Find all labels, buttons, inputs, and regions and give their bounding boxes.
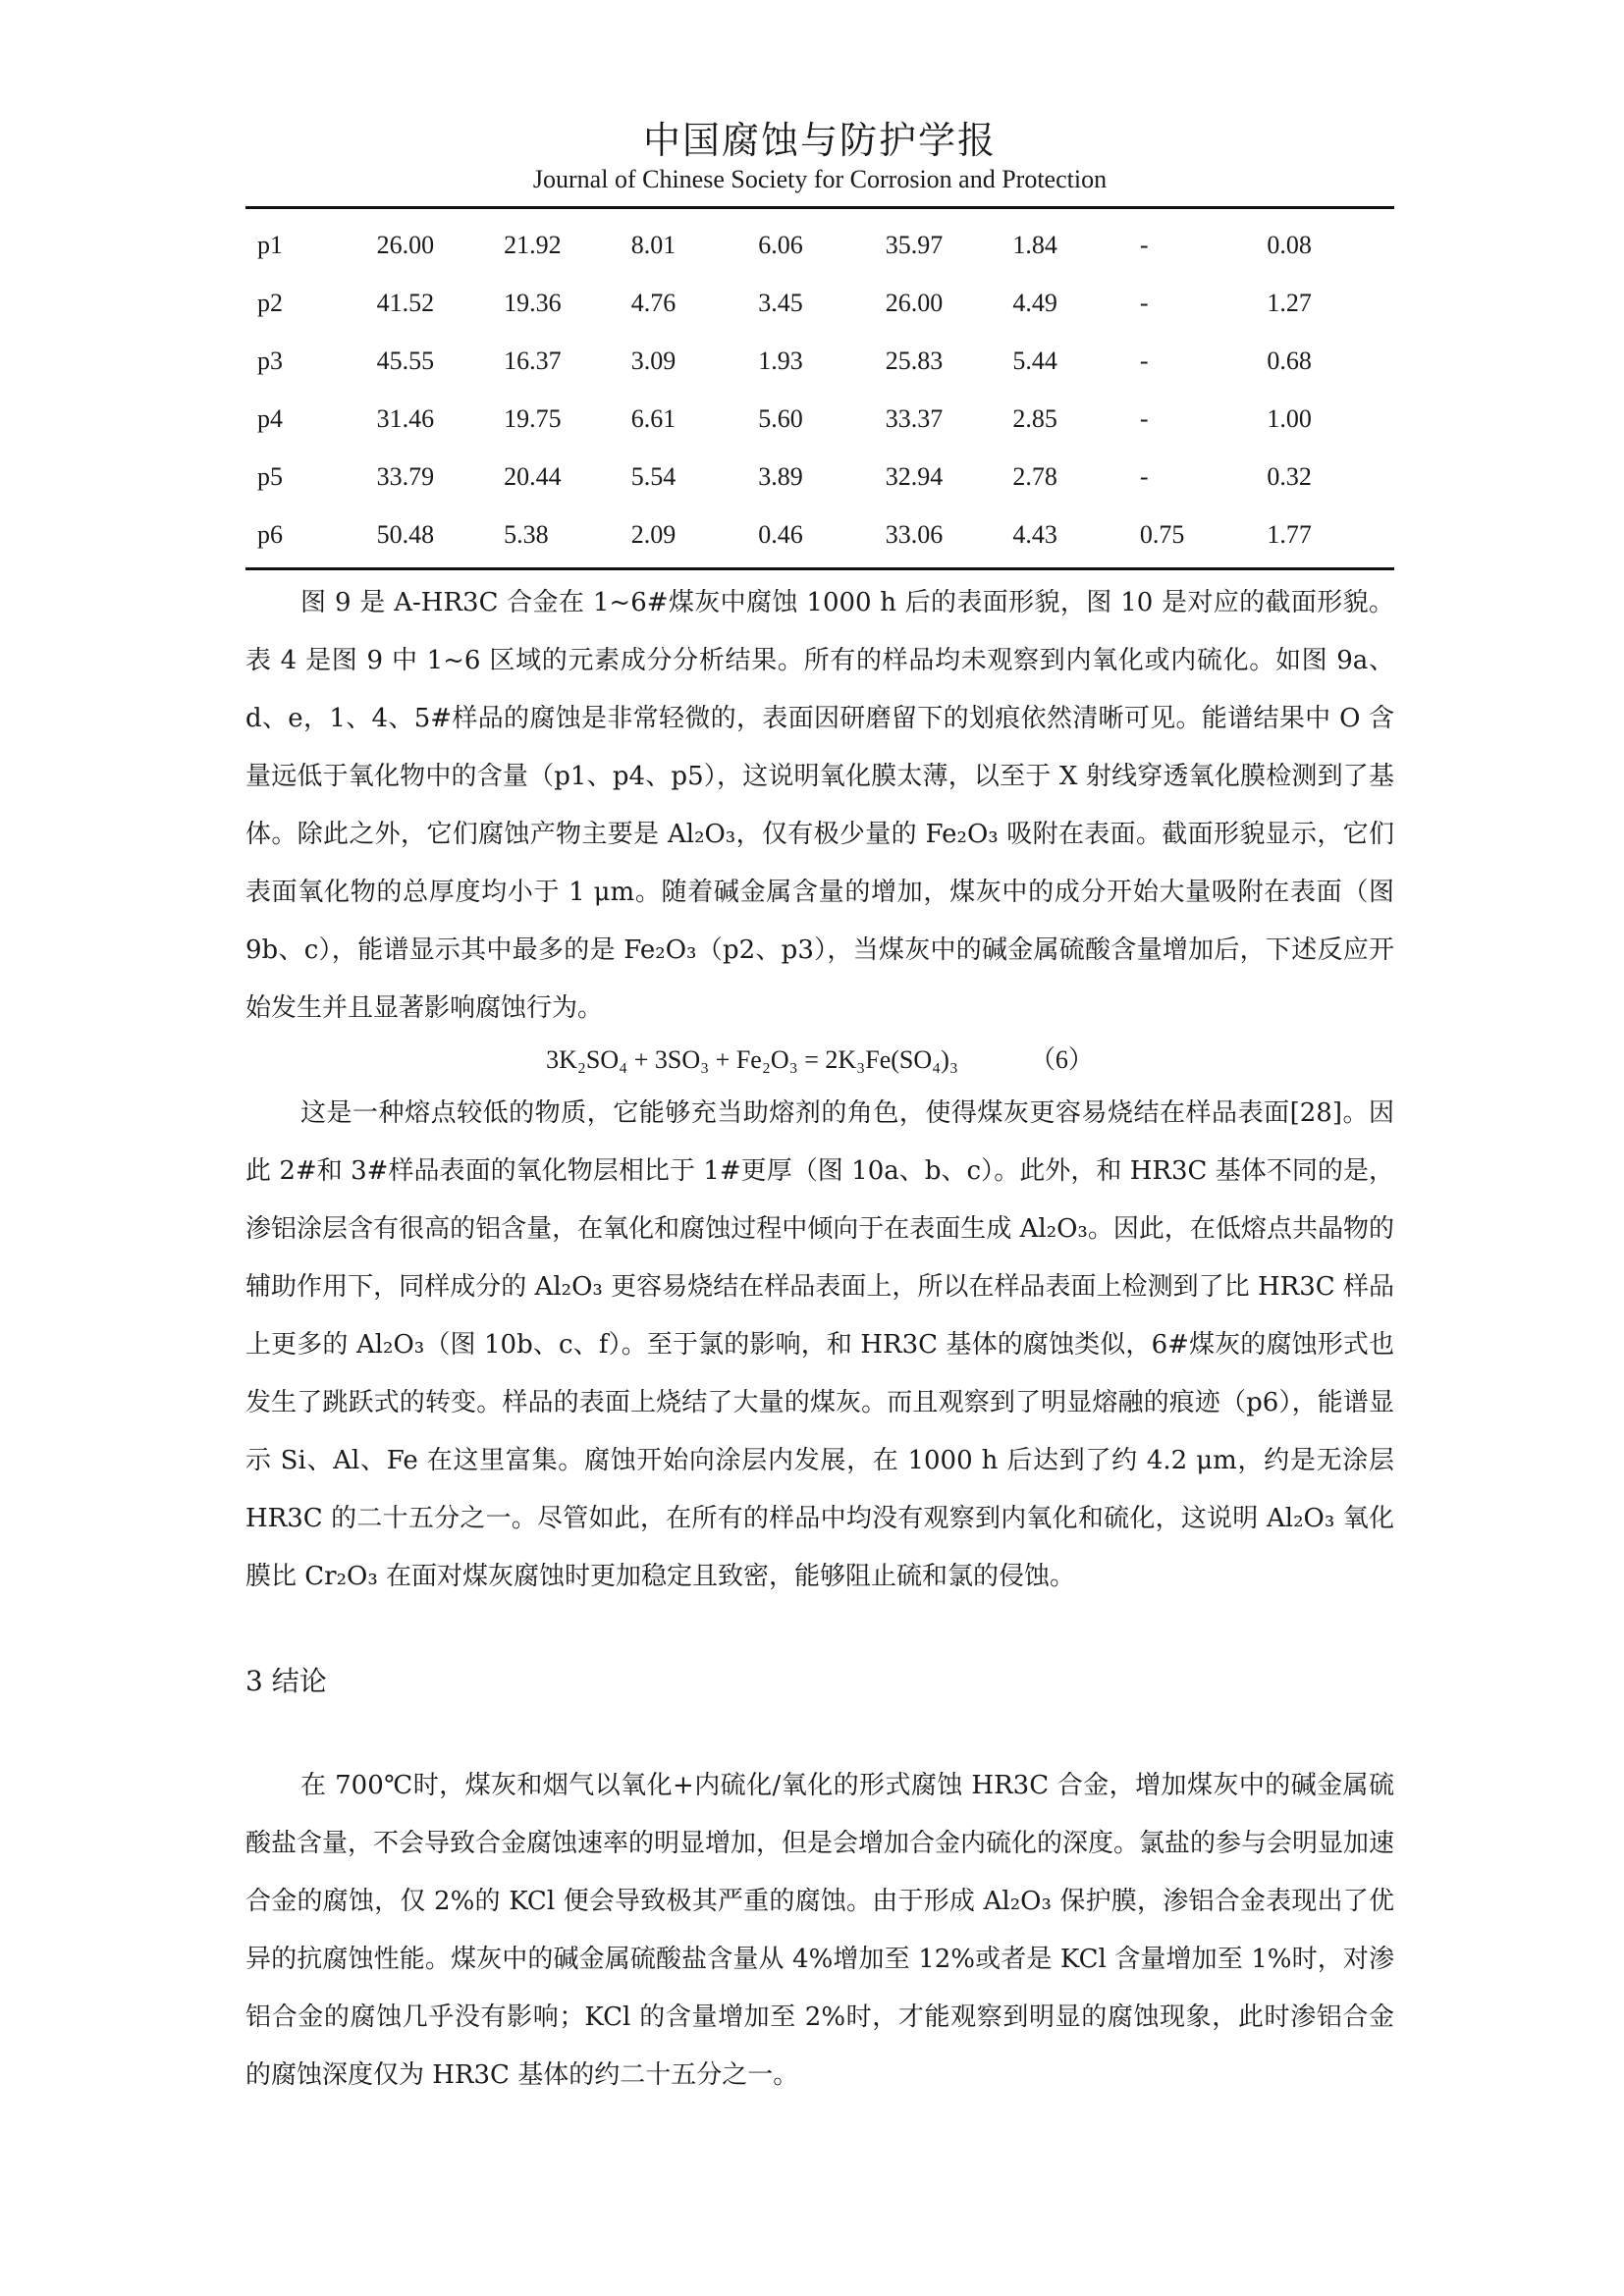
table-cell: - [1139, 346, 1149, 375]
table-cell: 1.93 [758, 346, 803, 375]
table-cell: 1.77 [1267, 519, 1312, 549]
table-cell: 21.92 [504, 230, 562, 259]
table-row [245, 390, 1394, 448]
table-cell: 33.79 [376, 461, 435, 491]
journal-title-en: Journal of Chinese Society for Corrosion and Protection [532, 165, 1108, 193]
table-row [245, 506, 1394, 563]
table-cell: 1.84 [1012, 230, 1057, 259]
table-cell: 31.46 [376, 403, 435, 433]
table-cell: 0.68 [1267, 346, 1312, 375]
table-cell: 45.55 [376, 346, 435, 375]
table-cell: 32.94 [885, 461, 944, 491]
table-cell: 0.32 [1267, 461, 1312, 491]
table-cell: 41.52 [376, 288, 435, 317]
table-cell: 2.09 [630, 519, 677, 549]
table-cell: - [1139, 288, 1149, 317]
table-cell: 25.83 [885, 346, 944, 375]
table-cell: 5.38 [504, 519, 549, 549]
journal-header [245, 116, 1394, 194]
row-label: p2 [257, 288, 283, 317]
table-cell: 1.00 [1267, 403, 1312, 433]
table-cell: 2.85 [1012, 403, 1057, 433]
table-cell: 5.54 [630, 461, 677, 491]
table-cell: 0.75 [1139, 519, 1185, 549]
table-cell: - [1139, 461, 1149, 491]
table-cell: 33.06 [885, 519, 944, 549]
table-cell: 5.44 [1012, 346, 1057, 375]
table-row [245, 332, 1394, 390]
table-cell: - [1139, 403, 1149, 433]
body-paragraph: 这是一种熔点较低的物质，它能够充当助熔剂的角色，使得煤灰更容易烧结在样品表面[28]。因此 2#和 3#样品表面的氧化物层相比于 1#更厚（图 10a、b、c）。此外，和 HR3C 基体不同的是，渗铝涂层含有很高的铝含量，在氧化和腐蚀过程中倾向于在表面生成 Al₂O₃。因此，在低熔点共晶物的辅助作用下，同样成分的 Al₂O₃ 更容易烧结在样品表面上，所以在样品表面上检测到了比 HR3C 样品上更多的 Al₂O₃（图 10b、c、f）。至于氯的影响，和 HR3C 基体的腐蚀类似，6#煤灰的腐蚀形式也发生了跳跃式的转变。样品的表面上烧结了大量的煤灰。而且观察到了明显熔融的痕迹（p6），能谱显示 Si、Al、Fe 在这里富集。腐蚀开始向涂层内发展，在 1000 h 后达到了约 4.2 μm，约是无涂层 HR3C 的二十五分之一。尽管如此，在所有的样品中均没有观察到内氧化和硫化，这说明 Al₂O₃ 氧化膜比 Cr₂O₃ 在面对煤灰腐蚀时更加稳定且致密，能够阻止硫和氯的侵蚀。 [245, 1098, 1395, 1591]
table-row [245, 274, 1394, 332]
row-label: p3 [257, 346, 283, 375]
equation-6 [245, 1036, 1394, 1085]
equation-number: （6） [1029, 1045, 1094, 1074]
body-paragraph-2-block [245, 1085, 1394, 1606]
table-cell: 20.44 [504, 461, 562, 491]
row-label: p6 [257, 519, 283, 549]
table-cell: 3.89 [758, 461, 803, 491]
table-row [245, 216, 1394, 274]
table-cell: 4.76 [630, 288, 677, 317]
row-label: p5 [257, 461, 283, 491]
table-cell: 3.45 [758, 288, 803, 317]
table-cell: 2.78 [1012, 461, 1057, 491]
table-bottom-rule [245, 567, 1394, 570]
table-cell: - [1139, 230, 1149, 259]
table-cell: 0.46 [758, 519, 803, 549]
table-row [245, 448, 1394, 506]
body-paragraph-3-block [245, 1757, 1394, 2105]
body-paragraph: 图 9 是 A-HR3C 合金在 1~6#煤灰中腐蚀 1000 h 后的表面形貌，图 10 是对应的截面形貌。表 4 是图 9 中 1~6 区域的元素成分分析结果。所有的样品均未观察到内氧化或内硫化。如图 9a、d、e，1、4、5#样品的腐蚀是非常轻微的，表面因研磨留下的划痕依然清晰可见。能谱结果中 O 含量远低于氧化物中的含量（p1、p4、p5），这说明氧化膜太薄，以至于 X 射线穿透氧化膜检测到了基体。除此之外，它们腐蚀产物主要是 Al₂O₃，仅有极少量的 Fe₂O₃ 吸附在表面。截面形貌显示，它们表面氧化物的总厚度均小于 1 μm。随着碱金属含量的增加，煤灰中的成分开始大量吸附在表面（图 9b、c），能谱显示其中最多的是 Fe₂O₃（p2、p3），当煤灰中的碱金属硫酸含量增加后，下述反应开始发生并且显著影响腐蚀行为。 [245, 588, 1394, 1023]
header-rule [245, 206, 1394, 209]
body-paragraph: 在 700℃时，煤灰和烟气以氧化+内硫化/氧化的形式腐蚀 HR3C 合金，增加煤灰中的碱金属硫酸盐含量，不会导致合金腐蚀速率的明显增加，但是会增加合金内硫化的深度。氯盐的参与会明显加速合金的腐蚀，仅 2%的 KCl 便会导致极其严重的腐蚀。由于形成 Al₂O₃ 保护膜，渗铝合金表现出了优异的抗腐蚀性能。煤灰中的碱金属硫酸盐含量从 4%增加至 12%或者是 KCl 含量增加至 1%时，对渗铝合金的腐蚀几乎没有影响；KCl 的含量增加至 2%时，才能观察到明显的腐蚀现象，此时渗铝合金的腐蚀深度仅为 HR3C 基体的约二十五分之一。 [245, 1771, 1395, 2090]
equation-text: 3K₂SO₄ + 3SO₃ + Fe₂O₃ = 2K₃Fe(SO₄)₃ [546, 1045, 958, 1074]
table-cell: 0.08 [1267, 230, 1312, 259]
table-cell: 6.06 [758, 230, 803, 259]
body-paragraph-1-block [245, 574, 1394, 1038]
table-cell: 8.01 [630, 230, 677, 259]
table-cell: 4.49 [1012, 288, 1057, 317]
row-label: p4 [257, 403, 283, 433]
table-cell: 4.43 [1012, 519, 1057, 549]
table-cell: 16.37 [504, 346, 562, 375]
journal-title-cn: 中国腐蚀与防护学报 [642, 119, 997, 162]
table-cell: 19.36 [504, 288, 562, 317]
element-composition-table [245, 216, 1394, 563]
table-cell: 5.60 [758, 403, 803, 433]
table-cell: 33.37 [885, 403, 944, 433]
row-label: p1 [257, 230, 283, 259]
table-cell: 19.75 [504, 403, 562, 433]
table-cell: 1.27 [1267, 288, 1312, 317]
table-cell: 26.00 [376, 230, 435, 259]
table-cell: 6.61 [630, 403, 677, 433]
table-cell: 35.97 [885, 230, 944, 259]
table-cell: 3.09 [630, 346, 677, 375]
table-cell: 50.48 [376, 519, 435, 549]
section-heading-conclusion: 3 结论 [245, 1665, 327, 1697]
table-cell: 26.00 [885, 288, 944, 317]
